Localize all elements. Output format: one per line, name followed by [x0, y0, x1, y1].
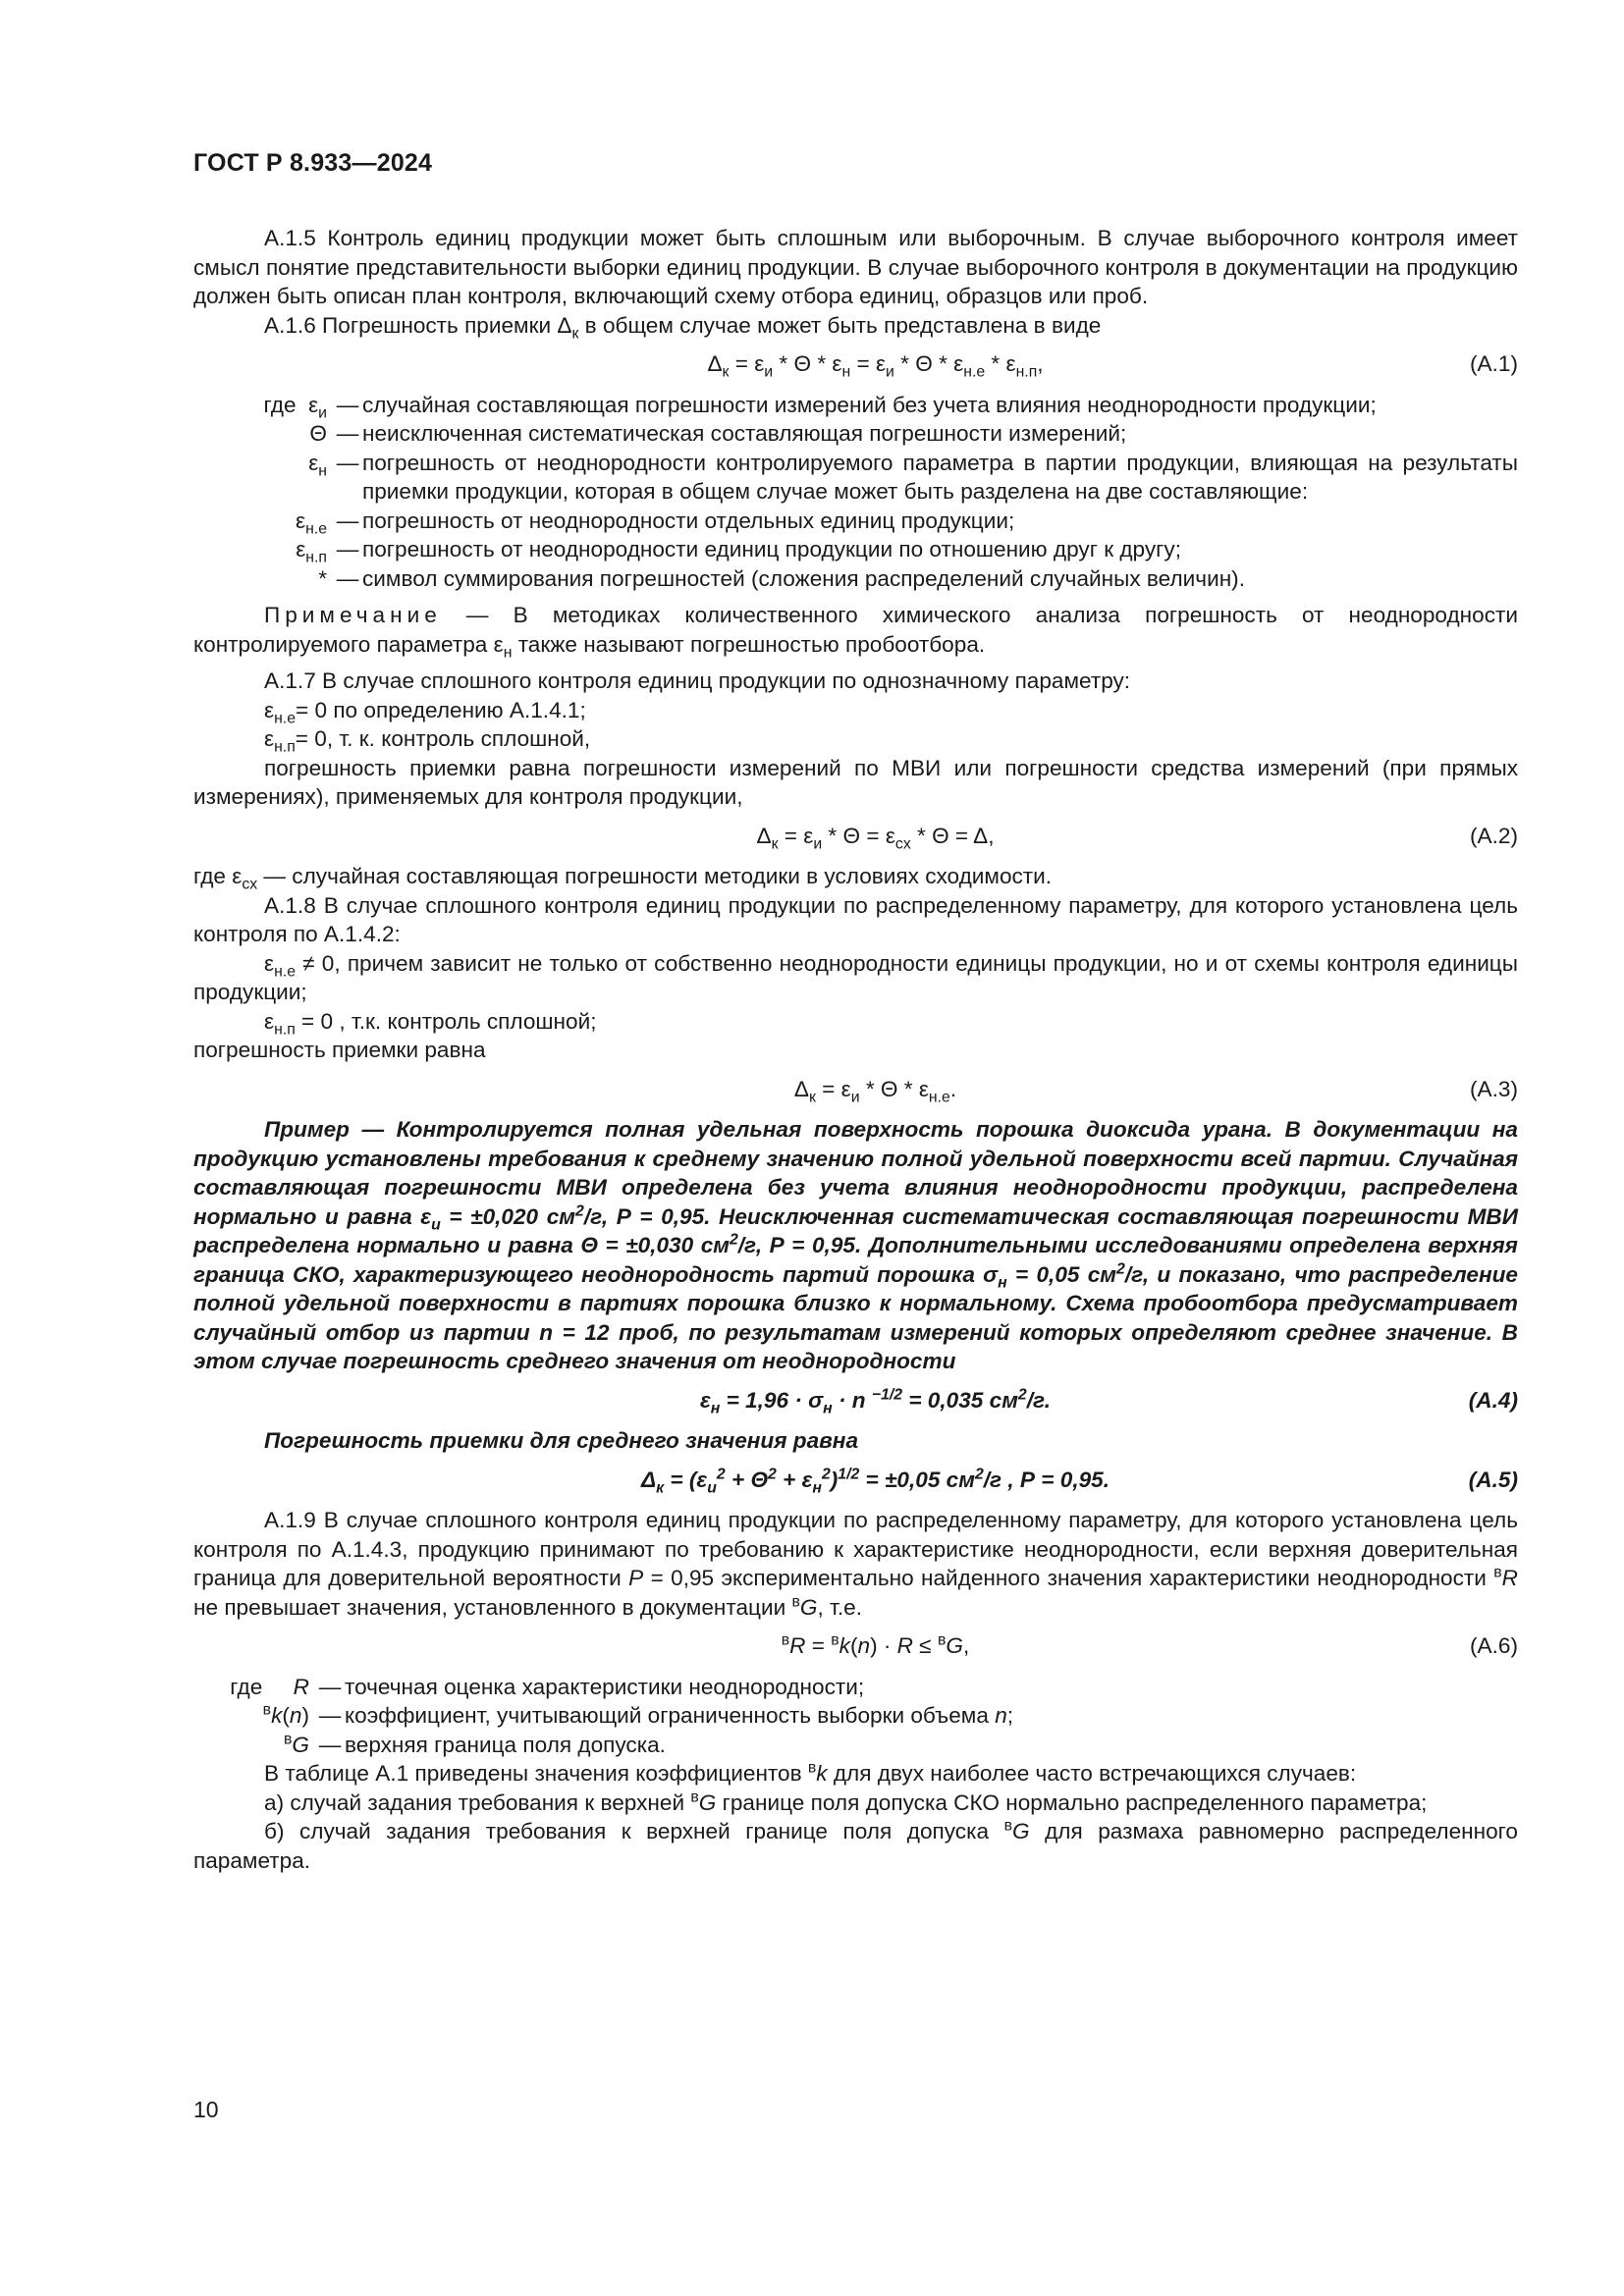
para-a16: А.1.6 Погрешность приемки $\Delta_к$ в общем случае может быть представлена в виде: [264, 312, 1102, 343]
definitions-a6: где R — точечная оценка характеристики неоднородности; $^в$k(n) — коэффициент, учитывающий ограниченность выборки объема n; $^в$G — верхняя граница поля допуска.: [230, 1674, 1014, 1757]
where-cx: где $\varepsilon_{сх}$ — случайная составляющая погрешности методики в условиях сходимости.: [193, 864, 1053, 893]
para-table-ref: В таблице А.1 приведены значения коэффициентов $^в$k для двух наиболее часто встречающихся случаев:: [264, 1759, 1357, 1786]
formula-a6: $^в$R = $^в$k(n) · R ≤ $^в$G, (A.6): [781, 1631, 1518, 1658]
definitions-a1: где $\varepsilon_и$ — случайная составляющая погрешности измерений без учета влияния неоднородности продукции; Θ — неисключенная систематическая составляющая погрешности измерений; $\varepsilon_н$ — погрешность от неоднородности контролируемого параметра в партии продукции, влияющая на результаты приемки продукции, которая в общем случае может быть разделена на две составляющие: $\varepsilon_{н.е}$ — погрешность от неоднородности отдельных единиц продукции; $\varepsilon_{н.п}$ — погрешность от неоднородности единиц продукции по отношению друг к другу; * — символ суммирования погрешностей (сложения распределений случайных величин).: [263, 392, 1518, 591]
example: Пример — Контролируется полная удельная поверхность порошка диоксида урана. В документации на продукцию установлены требования к среднему значению полной удельной поверхности всей партии. Случайная составляющая погрешности МВИ определена без учета влияния неоднородности продукции, распределена нормально и равна $\varepsilon_u = \pm 0,020$ $см^2/г$, Р = 0,95. Неисключенная систематическая составляющая погрешности МВИ распределена нормально и равна Θ = ±0,030 $см^2/г$, Р = 0,95. Дополнительными исследованиями определена верхняя граница СКО, характеризующего неоднородность партий порошка $\sigma_н = 0,05$ $см^2/г$, и показано, что распределение полной удельной поверхности в партиях порошка близко к нормальному. Схема пробоотбора предусматривает случайный отбор из партии n = 12 проб, по результатам измерений которых определяют среднее значение. В этом случае погрешность среднего значения от неоднородности: [193, 1117, 1518, 1373]
note: Примечание — В методиках количественного химического анализа погрешность от неоднородности контролируемого параметра $\varepsilon_н$ также называют погрешностью пробоотбора.: [193, 603, 1518, 662]
a17-line-2: $\varepsilon_{н.п}= 0$, т. к. контроль сплошной,: [264, 726, 591, 756]
formula-a2: $\Delta_к = \varepsilon_и * \Theta = \varepsilon_{сх} * \Theta = \Delta$, (A.2): [756, 823, 1518, 853]
para-a18: А.1.8 В случае сплошного контроля единиц продукции по распределенному параметру, для которого установлена цель контроля по А.1.4.2:: [193, 892, 1518, 946]
case-b: б) случай задания требования к верхней границе поля допуска $^в$G для размаха равномерно распределенного параметра.: [193, 1817, 1518, 1873]
para-a17: А.1.7 В случае сплошного контроля единиц продукции по однозначному параметру:: [264, 668, 1131, 693]
doc-header: ГОСТ Р 8.933—2024: [193, 149, 433, 177]
a18-line-3: погрешность приемки равна: [193, 1038, 486, 1062]
formula-a3: $\Delta_к = \varepsilon_и * \Theta * \varepsilon_{н.е}$. (A.3): [793, 1076, 1518, 1106]
formula-a5: $\Delta_к = (\varepsilon_u^2 + \Theta^2 + \varepsilon_н^2)^{1/2} = \pm 0,05$ $см^2/г$ , Р = 0,95. (A.5): [640, 1465, 1518, 1497]
a17-line-1: $\varepsilon_{н.е}= 0$ по определению А.1.4.1;: [264, 697, 586, 727]
para-a15: А.1.5 Контроль единиц продукции может быть сплошным или выборочным. В случае выборочного контроля имеет смысл понятие представительности выборки единиц продукции. В случае выборочного контроля в документации на продукцию должен быть описан план контроля, включающий схему отбора единиц, образцов или проб.: [193, 226, 1518, 308]
a5-intro: Погрешность приемки для среднего значения равна: [264, 1428, 859, 1453]
a18-line-1: $\varepsilon_{н.е} \ne 0$, причем зависит не только от собственно неоднородности единицы продукции, но и от схемы контроля единицы продукции;: [193, 950, 1518, 1004]
formula-a1: $\Delta_к = \varepsilon_и * \Theta * \varepsilon_н = \varepsilon_и * \Theta * \varepsilon_{н.е} * \varepsilon_{н.п}$, (A.1): [707, 351, 1518, 381]
doc-body: [193, 224, 1518, 1875]
case-a: а) случай задания требования к верхней $^в$G границе поля допуска СКО нормально распределенного параметра;: [264, 1788, 1428, 1815]
page-number: 10: [193, 2097, 219, 2122]
a18-line-2: $\varepsilon_{н.п} = 0$ , т.к. контроль сплошной;: [264, 1008, 597, 1039]
a17-line-3: погрешность приемки равна погрешности измерений по МВИ или погрешности средства измерений (при прямых измерениях), применяемых для контроля продукции,: [193, 755, 1518, 809]
formula-a4: $\varepsilon_н = 1,96 \cdot \sigma_н \cdot n$ $^{-1/2}$ = 0,035 $см^2/г$. (A.4): [699, 1385, 1518, 1417]
para-a19: А.1.9 В случае сплошного контроля единиц продукции по распределенному параметру, для которого установлена цель контроля по А.1.4.3, продукцию принимают по требованию к характеристике неоднородности, если верхняя доверительная граница для доверительной вероятности P = 0,95 экспериментально найденного значения характеристики неоднородности $^в$R не превышает значения, установленного в документации $^в$G, т.е.: [193, 1508, 1518, 1620]
